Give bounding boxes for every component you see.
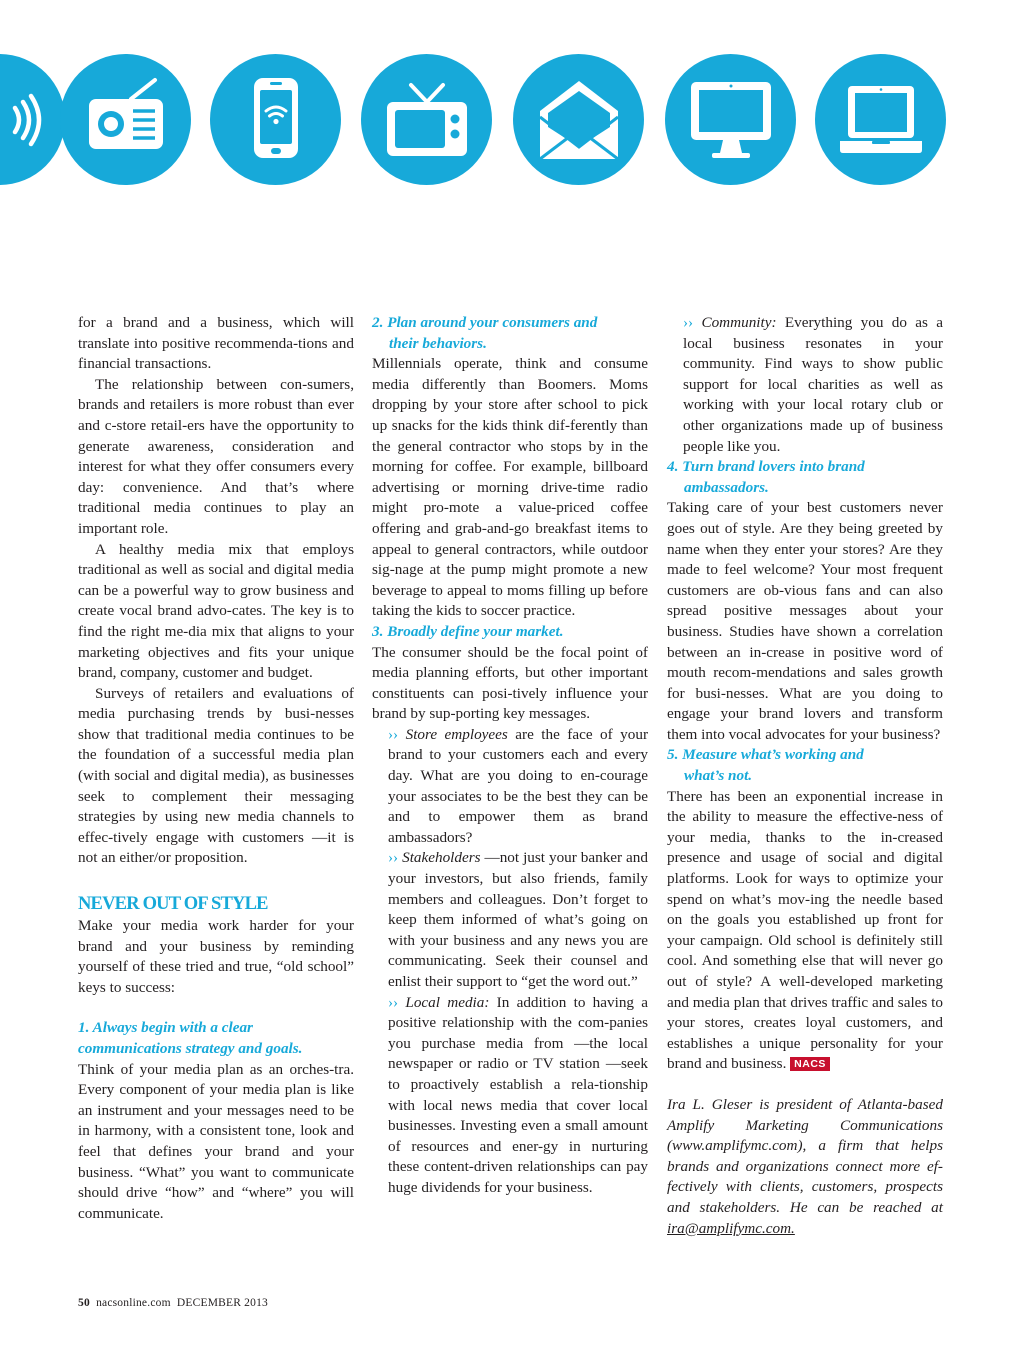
article-column-2 <box>372 313 648 1199</box>
nacs-logo: NACS <box>790 1057 830 1071</box>
step-heading-line: their behaviors. <box>389 334 487 352</box>
television-icon <box>384 77 470 163</box>
bullet-lead: Store employees <box>405 725 508 743</box>
step-heading-2 <box>372 313 648 354</box>
bullet-lead: Stakeholders <box>402 849 481 867</box>
bullet-lead: Community: <box>701 314 777 331</box>
smartphone-icon-circle <box>210 54 341 185</box>
step-heading-line: ambassadors. <box>684 478 769 496</box>
paragraph: The consumer should be the focal point of media planning efforts, but other important constituents can posi-tively influence your brand by sup-porting key messages. <box>372 643 648 723</box>
bullet-item-community <box>667 313 943 457</box>
page-footer <box>78 1297 268 1309</box>
step-heading-line: 4. Turn brand lovers into brand <box>667 458 865 476</box>
chevron-right-icon: ›› <box>388 849 399 867</box>
bullet-item-local-media <box>372 993 648 1199</box>
step-heading-5 <box>667 745 943 786</box>
step-heading-line: 2. Plan around your consumers and <box>372 314 598 331</box>
chevron-right-icon: ›› <box>388 993 399 1011</box>
chevron-right-icon: ›› <box>388 725 399 743</box>
paragraph <box>667 787 943 1075</box>
step-heading-3: 3. Broadly define your market. <box>372 622 564 640</box>
bullet-text: are the face of your brand to your customers each and every day. What are you doing to en-courage your associates to be the best they can be and to empower them as brand ambassadors? <box>388 725 648 846</box>
footer-site: nacsonline.com <box>96 1297 171 1309</box>
laptop-icon-circle <box>815 54 946 185</box>
author-email-link[interactable]: ira@amplifymc.com. <box>667 1219 795 1237</box>
radio-icon <box>83 77 169 163</box>
desktop-monitor-icon-circle <box>665 54 796 185</box>
step-heading-line: 5. Measure what’s working and <box>667 746 864 764</box>
paragraph: for a brand and a business, which will translate into positive recommenda-tions and financial transactions. <box>78 314 354 373</box>
envelope-icon <box>536 77 622 163</box>
paragraph: Make your media work harder for your brand and your business by reminding yourself of these tried and true, “old school” keys to success: <box>78 917 354 996</box>
bullet-text: In addition to having a positive relationship with the com-panies you purchase media from —the local newspaper or radio or TV station —seek to proactively establish a rela-tionship with local news media that cover local businesses. Investing even a small amount of resources and ener-gy in nurturing these content-driven relationships can pay huge dividends for your business. <box>388 993 648 1196</box>
desktop-monitor-icon <box>688 77 774 163</box>
step-heading-line: what’s not. <box>684 767 753 785</box>
step-heading-1 <box>78 1018 354 1059</box>
page-number: 50 <box>78 1297 90 1309</box>
radio-icon-circle <box>60 54 191 185</box>
paragraph: Millennials operate, think and consume media differently than Boomers. Moms dropping by your store after school to pick up snacks for the kids think dif-ferently than the general contractor who stops by in the morning for coffee. For example, billboard advertising or morning drive-time radio might pro-mote a value-priced coffee offering and grab-and-go breakfast items to appeal to general contractors, while outdoor sig-nage at the pump might promote a new beverage to appeal to moms filling up before taking the kids to soccer practice. <box>372 355 648 620</box>
smartphone-icon <box>233 77 319 163</box>
television-icon-circle <box>361 54 492 185</box>
bullet-item-stakeholders <box>372 848 648 992</box>
section-heading: NEVER OUT OF STYLE <box>78 894 268 915</box>
wifi-signal-icon <box>0 77 43 163</box>
bullet-item-store-employees <box>372 725 648 849</box>
step-heading-line: communications strategy and goals. <box>78 1040 303 1057</box>
paragraph: The relationship between con-sumers, brands and retailers is more robust than ever and c-store retail-ers have the opportunity to generate awareness, consideration and interest for what they offer consumers every day: convenience. And that’s where traditional media continues to play an important role. <box>78 375 354 537</box>
bullet-text: —not just your banker and your investors, but also friends, family members and colleagues. Don’t forget to keep them informed of what’s going on with your business and any news you are communicating. Seek their counsel and enlist their support to “get the word out.” <box>388 849 648 990</box>
step-heading-4 <box>667 457 943 498</box>
bullet-lead: Local media: <box>405 993 490 1011</box>
article-column-1 <box>78 313 354 1224</box>
paragraph-text: There has been an exponential increase in the ability to measure the effective-ness of your media, thanks to the in-creased presence and usage of social and digital platforms. Look for ways to optimize your spend on what’s mov-ing the needle based on the goals you established up front for your campaign. Old school is definitely still cool. And something else that will never go out of style? A well-developed marketing and media plan that drives traffic and sales to your stores, creates loyal customers, and establishes a unique personality for your brand and business. <box>667 787 943 1073</box>
envelope-icon-circle <box>513 54 644 185</box>
paragraph: Surveys of retailers and evaluations of media purchasing trends by busi-nesses show that traditional media continues to be the foundation of a successful media plan (with social and digital media), as businesses seek to complement their messaging strategies by using new media channels to effec-tively engage with customers —it is not an either/or proposition. <box>78 684 354 867</box>
article-column-3 <box>667 313 943 1239</box>
footer-issue: DECEMBER 2013 <box>176 1297 268 1309</box>
step-heading-line: 1. Always begin with a clear <box>78 1019 253 1037</box>
author-byline <box>667 1095 943 1239</box>
paragraph: Think of your media plan as an orches-tra. Every component of your media plan is like an instrument and your messages need to be in harmony, with a consistent tone, look and feel that defines your brand and your business. “What” you want to communicate should drive “how” and “where” you will communicate. <box>78 1060 354 1222</box>
paragraph: A healthy media mix that employs traditional as well as social and digital media can be a powerful way to grow business and create vocal brand advo-cates. The key is to find the right me-dia mix that aligns to your marketing objectives and fits your unique brand, company, customer and budget. <box>78 540 354 682</box>
chevron-right-icon: ›› <box>683 314 694 331</box>
laptop-icon <box>838 77 924 163</box>
paragraph: Taking care of your best customers never goes out of style. Are they being greeted by name when they enter your stores? Are they made to feel welcome? Your most frequent customers are ob-vious fans and can also spread positive messages about your business. Studies have shown a correlation between an in-crease in positive word of mouth recom-mendations and sales growth for busi-nesses. What are you doing to engage your brand lovers and transform them into vocal advocates for your business? <box>667 499 943 743</box>
byline-text: Ira L. Gleser is president of Atlanta-based Amplify Marketing Communications (www.amplifymc.com), a firm that helps brands and organizations connect more ef-fectively with clients, customers, prospects and stakeholders. He can be reached at <box>667 1095 943 1216</box>
bullet-text: Everything you do as a local business resonates in your community. Find ways to show public support for local charities as well as working with your local rotary club or other organizations made up of business people like you. <box>683 314 943 455</box>
wifi-signal-icon-circle <box>0 54 65 185</box>
